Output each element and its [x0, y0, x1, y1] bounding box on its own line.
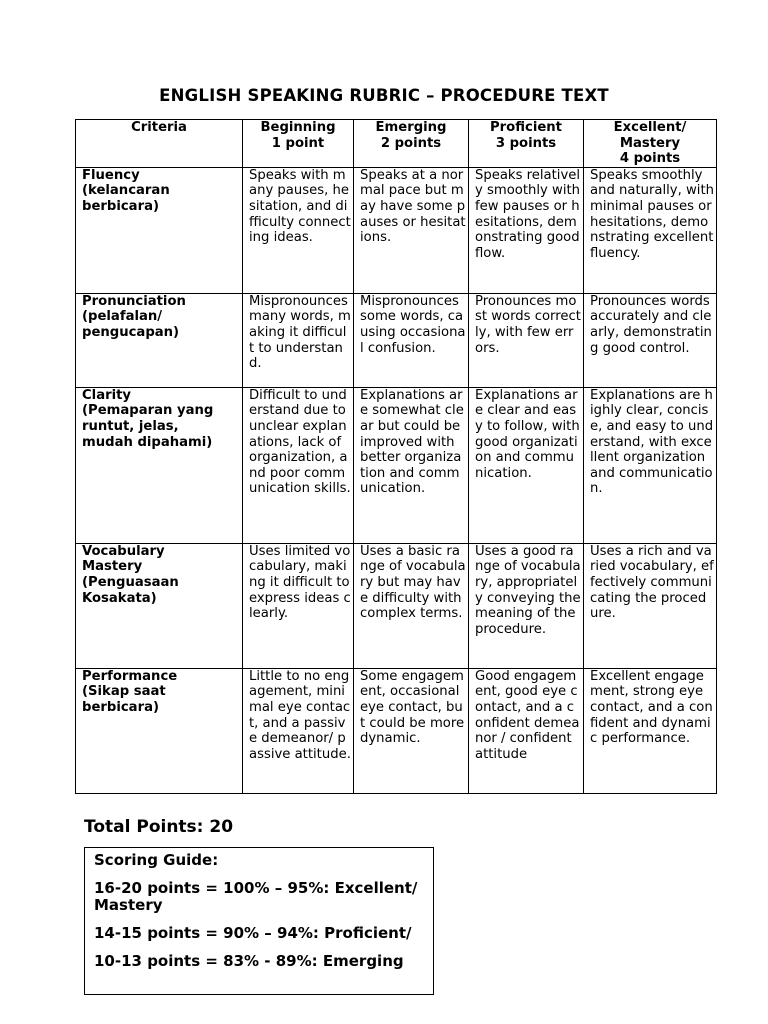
descriptor-cell: Explanations are clear and easy to follow, with good organization and communication. — [469, 387, 584, 543]
descriptor-cell: Speaks relatively smoothly with few pauses or hesitations, demonstrating good flow. — [469, 167, 584, 293]
criterion-cell: Fluency (kelancaran berbicara) — [76, 167, 243, 293]
descriptor-cell: Some engagement, occasional eye contact, but could be more dynamic. — [354, 668, 469, 793]
scoring-guide-item: 16-20 points = 100% – 95%: Excellent/ Mastery — [94, 879, 418, 914]
table-row — [76, 167, 717, 293]
header-criteria: Criteria — [76, 120, 243, 168]
descriptor-cell: Pronounces words accurately and clearly, demonstrating good control. — [584, 293, 717, 387]
descriptor-cell: Good engagement, good eye contact, and a confident demeanor / confident attitude — [469, 668, 584, 793]
criterion-cell: Clarity (Pemaparan yang runtut, jelas, mudah dipahami) — [76, 387, 243, 543]
descriptor-cell: Speaks smoothly and naturally, with minimal pauses or hesitations, demonstrating excellent fluency. — [584, 167, 717, 293]
table-header-row — [76, 120, 717, 168]
descriptor-cell: Excellent engagement, strong eye contact, and a confident and dynamic performance. — [584, 668, 717, 793]
descriptor-cell: Mispronounces some words, causing occasional confusion. — [354, 293, 469, 387]
descriptor-cell: Uses a basic range of vocabulary but may have difficulty with complex terms. — [354, 543, 469, 668]
descriptor-cell: Explanations are somewhat clear but could be improved with better organization and communication. — [354, 387, 469, 543]
descriptor-cell: Difficult to understand due to unclear explanations, lack of organization, and poor communication skills. — [243, 387, 354, 543]
scoring-guide-box — [84, 847, 434, 995]
descriptor-cell: Explanations are highly clear, concise, and easy to understand, with excellent organization and communication. — [584, 387, 717, 543]
header-beginning: Beginning 1 point — [243, 120, 354, 168]
total-points: Total Points: 20 — [84, 817, 234, 837]
table-row — [76, 668, 717, 793]
criterion-cell: Vocabulary Mastery (Penguasaan Kosakata) — [76, 543, 243, 668]
criterion-cell: Performance (Sikap saat berbicara) — [76, 668, 243, 793]
descriptor-cell: Little to no engagement, minimal eye contact, and a passive demeanor/ passive attitude. — [243, 668, 354, 793]
scoring-guide-title: Scoring Guide: — [94, 851, 219, 869]
descriptor-cell: Uses a rich and varied vocabulary, effectively communicating the procedure. — [584, 543, 717, 668]
header-proficient: Proficient 3 points — [469, 120, 584, 168]
descriptor-cell: Speaks with many pauses, hesitation, and difficulty connecting ideas. — [243, 167, 354, 293]
scoring-guide-item: 10-13 points = 83% - 89%: Emerging — [94, 952, 404, 970]
criterion-cell: Pronunciation (pelafalan/ pengucapan) — [76, 293, 243, 387]
descriptor-cell: Uses a good range of vocabulary, appropriately conveying the meaning of the procedure. — [469, 543, 584, 668]
descriptor-cell: Mispronounces many words, making it difficult to understand. — [243, 293, 354, 387]
descriptor-cell: Pronounces most words correctly, with few errors. — [469, 293, 584, 387]
descriptor-cell: Speaks at a normal pace but may have some pauses or hesitations. — [354, 167, 469, 293]
rubric-table — [75, 119, 717, 794]
page-title: ENGLISH SPEAKING RUBRIC – PROCEDURE TEXT — [159, 86, 609, 105]
descriptor-cell: Uses limited vocabulary, making it difficult to express ideas clearly. — [243, 543, 354, 668]
table-row — [76, 293, 717, 387]
header-emerging: Emerging 2 points — [354, 120, 469, 168]
table-row — [76, 543, 717, 668]
scoring-guide-item: 14-15 points = 90% – 94%: Proficient/ — [94, 924, 412, 942]
table-row — [76, 387, 717, 543]
header-excellent: Excellent/ Mastery 4 points — [584, 120, 717, 168]
